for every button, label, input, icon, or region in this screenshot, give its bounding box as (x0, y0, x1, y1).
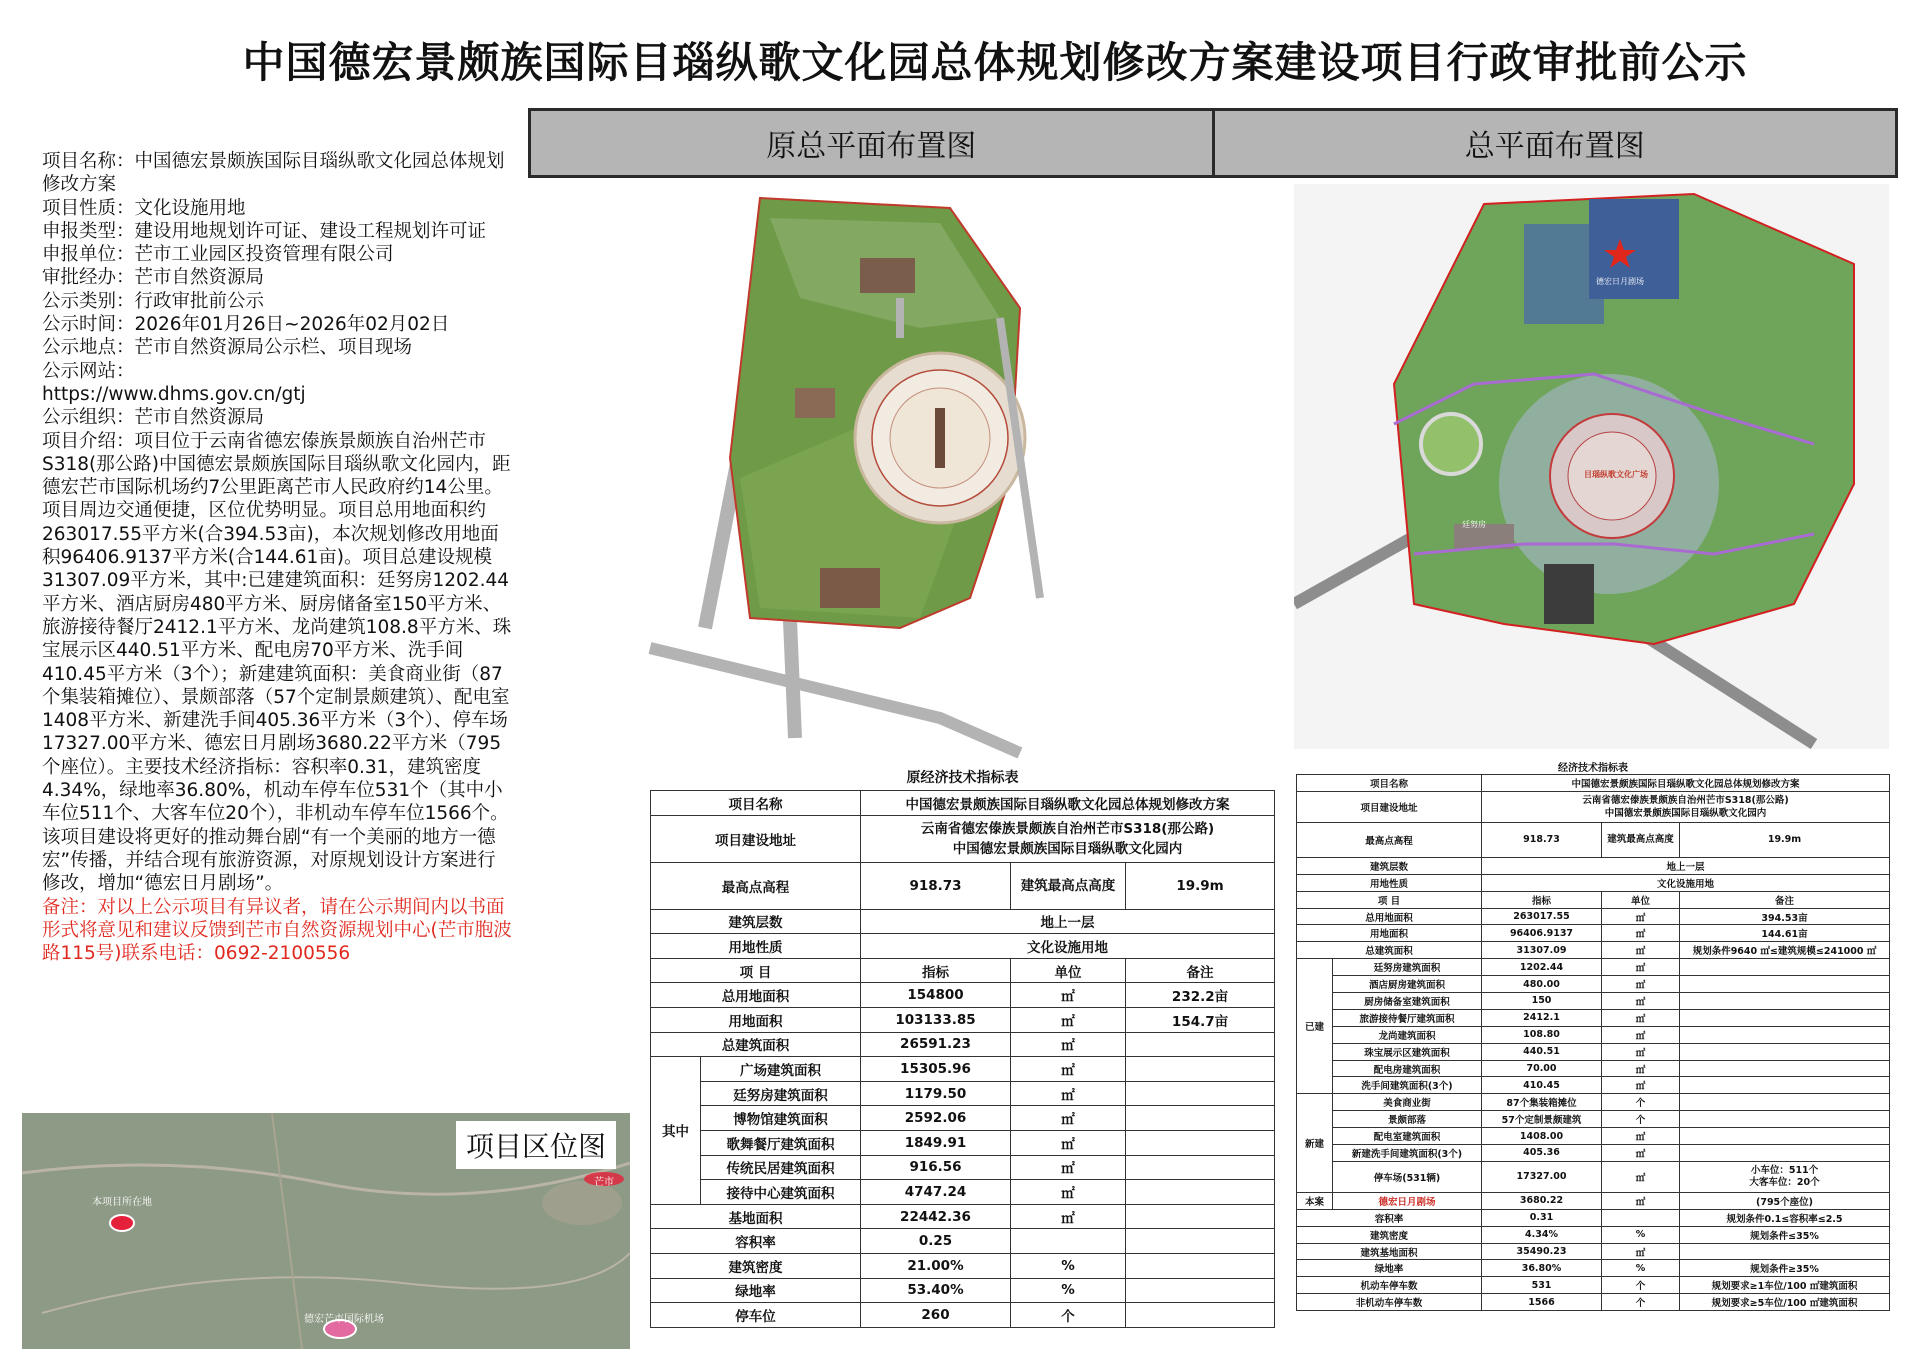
orig-addr-label: 项目建设地址 (651, 815, 861, 862)
orig-name-label: 项目名称 (651, 791, 861, 816)
info-website-label: 公示网站： (42, 360, 135, 382)
orig-col-note: 备注 (1126, 958, 1275, 983)
table-row: 绿地率 53.40% % (651, 1278, 1275, 1303)
info-note: 备注：对以上公示项目有异议者，请在公示期间内以书面形式将意见和建议反馈到芒市自然资源规划中心(芒市胞波路115号)联系电话：0692-2100556 (42, 896, 512, 965)
table-row: 龙尚建筑面积 108.80 ㎡ (1297, 1026, 1890, 1043)
new-elev-value: 918.73 (1482, 822, 1602, 857)
info-location: 公示地点：芒市自然资源局公示栏、项目现场 (42, 337, 413, 359)
new-name-value: 中国德宏景颇族国际目瑙纵歌文化园总体规划修改方案 (1482, 775, 1890, 792)
orig-col-unit: 单位 (1011, 958, 1126, 983)
table-row: 接待中心建筑面积 4747.24 ㎡ (651, 1180, 1275, 1205)
new-addr-label: 项目建设地址 (1297, 791, 1482, 822)
location-map (22, 1113, 630, 1349)
original-plan-drawing (620, 178, 1260, 758)
orig-col-index: 指标 (861, 958, 1011, 983)
table-row: 新建洗手间建筑面积(3个) 405.36 ㎡ (1297, 1145, 1890, 1162)
table-row: 停车位 260 个 (651, 1303, 1275, 1328)
info-purpose: 该项目建设将更好的推动舞台剧“有一个美丽的地方一德宏”传播，并结合现有旅游资源，对原规划设计方案进行修改，增加“德宏日月剧场”。 (42, 826, 496, 895)
new-use-label: 用地性质 (1297, 874, 1482, 891)
table-row: 建筑密度 4.34% % 规划条件≤35% (1297, 1226, 1890, 1243)
info-project-nature: 项目性质：文化设施用地 (42, 197, 246, 219)
new-height-value: 19.9m (1680, 822, 1890, 857)
orig-group-label: 其中 (651, 1057, 701, 1205)
table-row: 用地面积 96406.9137 ㎡ 144.61亩 (1297, 925, 1890, 942)
info-introduction: 项目介绍：项目位于云南省德宏傣族景颇族自治州芒市S318(那公路)中国德宏景颇族国际目瑙纵歌文化园内，距德宏芒市国际机场约7公里距离芒市人民政府约14公里。项目周边交通便捷，区位优势明显。项目总用地面积约263017.55平方米(合394.53亩)，本次规划修改用地面积96406.9137平方米(合144.61亩)。项目总建设规模31307.09平方米，其中:已建建筑面积：廷努房1202.44平方米、酒店厨房480平方米、厨房储备室150平方米、旅游接待餐厅2412.1平方米、龙尚建筑108.8平方米、珠宝展示区440.51平方米、配电房70平方米、洗手间410.45平方米（3个）；新建建筑面积：美食商业街（87个集装箱摊位）、景颇部落（57个定制景颇建筑）、配电室1408平方米、新建洗手间405.36平方米（3个）、停车场17327.00平方米、德宏日月剧场3680.22平方米（795个座位）。主要技术经济指标：容积率0.31，建筑密度4.34%，绿地率36.80%，机动车停车位531个（其中小车位511个、大客车位20个），非机动车停车位1566个。 (42, 430, 512, 825)
new-plan-label-building: 廷努房 (1462, 520, 1486, 529)
orig-floors-value: 地上一层 (861, 909, 1275, 934)
table-row: 用地面积 103133.85 ㎡ 154.7亩 (651, 1007, 1275, 1032)
orig-addr-value: 云南省德宏傣族景颇族自治州芒市S318(那公路) 中国德宏景颇族国际目瑙纵歌文化园内 (861, 815, 1275, 862)
page-title: 中国德宏景颇族国际目瑙纵歌文化园总体规划修改方案建设项目行政审批前公示 (242, 38, 1748, 87)
label-city: 芒市 (594, 1177, 614, 1188)
new-name-label: 项目名称 (1297, 775, 1482, 792)
orig-use-value: 文化设施用地 (861, 934, 1275, 959)
new-table-caption: 经济技术指标表 (1558, 762, 1628, 774)
orig-name-value: 中国德宏景颇族国际目瑙纵歌文化园总体规划修改方案 (861, 791, 1275, 816)
table-row: 机动车停车数 531 个 规划要求≥1车位/100 ㎡建筑面积 (1297, 1277, 1890, 1294)
original-indicator-table (650, 764, 1274, 1328)
table-row: 酒店厨房建筑面积 480.00 ㎡ (1297, 976, 1890, 993)
table-row: 配电室建筑面积 1408.00 ㎡ (1297, 1128, 1890, 1145)
info-category: 公示类别：行政审批前公示 (42, 290, 265, 312)
table-row: 旅游接待餐厅建筑面积 2412.1 ㎡ (1297, 1009, 1890, 1026)
info-website-url[interactable]: https://www.dhms.gov.cn/gtj (42, 383, 306, 405)
table-row: 停车场(531辆) 17327.00 ㎡ 小车位：511个 大客车位：20个 (1297, 1161, 1890, 1192)
orig-col-item: 项 目 (651, 958, 861, 983)
new-elev-label: 最高点高程 (1297, 822, 1482, 857)
info-application-type: 申报类型：建设用地规划许可证、建设工程规划许可证 (42, 220, 487, 242)
info-applicant: 申报单位：芒市工业园区投资管理有限公司 (42, 244, 394, 266)
new-indicator-table (1296, 758, 1889, 1311)
new-case-label: 本案 (1297, 1192, 1333, 1209)
info-organizer: 公示组织：芒市自然资源局 (42, 407, 265, 429)
new-col-unit: 单位 (1602, 891, 1680, 908)
info-period: 公示时间：2026年01月26日~2026年02月02日 (42, 314, 450, 336)
table-row: 其中 广场建筑面积 15305.96 ㎡ (651, 1057, 1275, 1082)
new-floors-value: 地上一层 (1482, 857, 1890, 874)
new-plan-label-plaza: 目瑙纵歌文化广场 (1584, 470, 1648, 479)
orig-height-label: 建筑最高点高度 (1011, 862, 1126, 909)
table-row: 基地面积 22442.36 ㎡ (651, 1204, 1275, 1229)
project-info (42, 150, 512, 965)
table-row: 新建 美食商业街 87个集装箱摊位 个 (1297, 1094, 1890, 1111)
table-row: 博物馆建筑面积 2592.06 ㎡ (651, 1106, 1275, 1131)
table-row: 建筑基地面积 35490.23 ㎡ (1297, 1243, 1890, 1260)
table-row: 总用地面积 263017.55 ㎡ 394.53亩 (1297, 908, 1890, 925)
info-project-name: 项目名称：中国德宏景颇族国际目瑙纵歌文化园总体规划修改方案 (42, 151, 505, 196)
table-row: 绿地率 36.80% % 规划条件≥35% (1297, 1260, 1890, 1277)
table-row: 总建筑面积 31307.09 ㎡ 规划条件9640 ㎡≤建筑规模≤241000 ㎡ (1297, 942, 1890, 959)
new-col-item: 项 目 (1297, 891, 1482, 908)
orig-table-caption: 原经济技术指标表 (651, 764, 1275, 791)
orig-height-value: 19.9m (1126, 862, 1275, 909)
orig-elev-value: 918.73 (861, 862, 1011, 909)
table-row: 容积率 0.25 (651, 1229, 1275, 1254)
new-floors-label: 建筑层数 (1297, 857, 1482, 874)
new-plan-label-theatre: 德宏日月剧场 (1596, 277, 1644, 286)
table-row: 配电房建筑面积 70.00 ㎡ (1297, 1060, 1890, 1077)
orig-elev-label: 最高点高程 (651, 862, 861, 909)
table-row: 本案 德宏日月剧场 3680.22 ㎡ (795个座位) (1297, 1192, 1890, 1209)
label-airport: 德宏芒市国际机场 (304, 1314, 384, 1325)
header-original-plan: 原总平面布置图 (531, 111, 1215, 175)
new-height-label: 建筑最高点高度 (1602, 822, 1680, 857)
new-addr-value: 云南省德宏傣族景颇族自治州芒市S318(那公路) 中国德宏景颇族国际目瑙纵歌文化园内 (1482, 791, 1890, 822)
table-row: 廷努房建筑面积 1179.50 ㎡ (651, 1081, 1275, 1106)
theatre-item: 德宏日月剧场 (1333, 1192, 1482, 1209)
orig-floors-label: 建筑层数 (651, 909, 861, 934)
table-row: 总用地面积 154800 ㎡ 232.2亩 (651, 983, 1275, 1008)
new-built-label: 已建 (1297, 959, 1333, 1094)
table-row: 传统民居建筑面积 916.56 ㎡ (651, 1155, 1275, 1180)
table-row: 景颇部落 57个定制景颇建筑 个 (1297, 1111, 1890, 1128)
plan-header-bar (528, 108, 1898, 178)
original-site-plan (620, 178, 1260, 758)
new-use-value: 文化设施用地 (1482, 874, 1890, 891)
site-marker-icon (110, 1215, 134, 1231)
table-row: 已建 廷努房建筑面积 1202.44 ㎡ (1297, 959, 1890, 976)
location-map-title: 项目区位图 (456, 1121, 616, 1169)
label-site: 本项目所在地 (92, 1197, 152, 1208)
new-new-label: 新建 (1297, 1094, 1333, 1193)
table-row: 厨房储备室建筑面积 150 ㎡ (1297, 993, 1890, 1010)
table-row: 珠宝展示区建筑面积 440.51 ㎡ (1297, 1043, 1890, 1060)
new-plan-drawing (1294, 184, 1889, 749)
new-col-note: 备注 (1680, 891, 1890, 908)
parking-note: 小车位：511个 大客车位：20个 (1680, 1161, 1890, 1192)
info-handler: 审批经办：芒市自然资源局 (42, 267, 265, 289)
table-row: 歌舞餐厅建筑面积 1849.91 ㎡ (651, 1130, 1275, 1155)
orig-use-label: 用地性质 (651, 934, 861, 959)
new-site-plan (1294, 184, 1889, 749)
header-new-plan: 总平面布置图 (1464, 129, 1645, 164)
table-row: 容积率 0.31 规划条件0.1≤容积率≤2.5 (1297, 1209, 1890, 1226)
table-row: 建筑密度 21.00% % (651, 1253, 1275, 1278)
new-col-index: 指标 (1482, 891, 1602, 908)
table-row: 总建筑面积 26591.23 ㎡ (651, 1032, 1275, 1057)
table-row: 非机动车停车数 1566 个 规划要求≥5车位/100 ㎡建筑面积 (1297, 1294, 1890, 1311)
table-row: 洗手间建筑面积(3个) 410.45 ㎡ (1297, 1077, 1890, 1094)
